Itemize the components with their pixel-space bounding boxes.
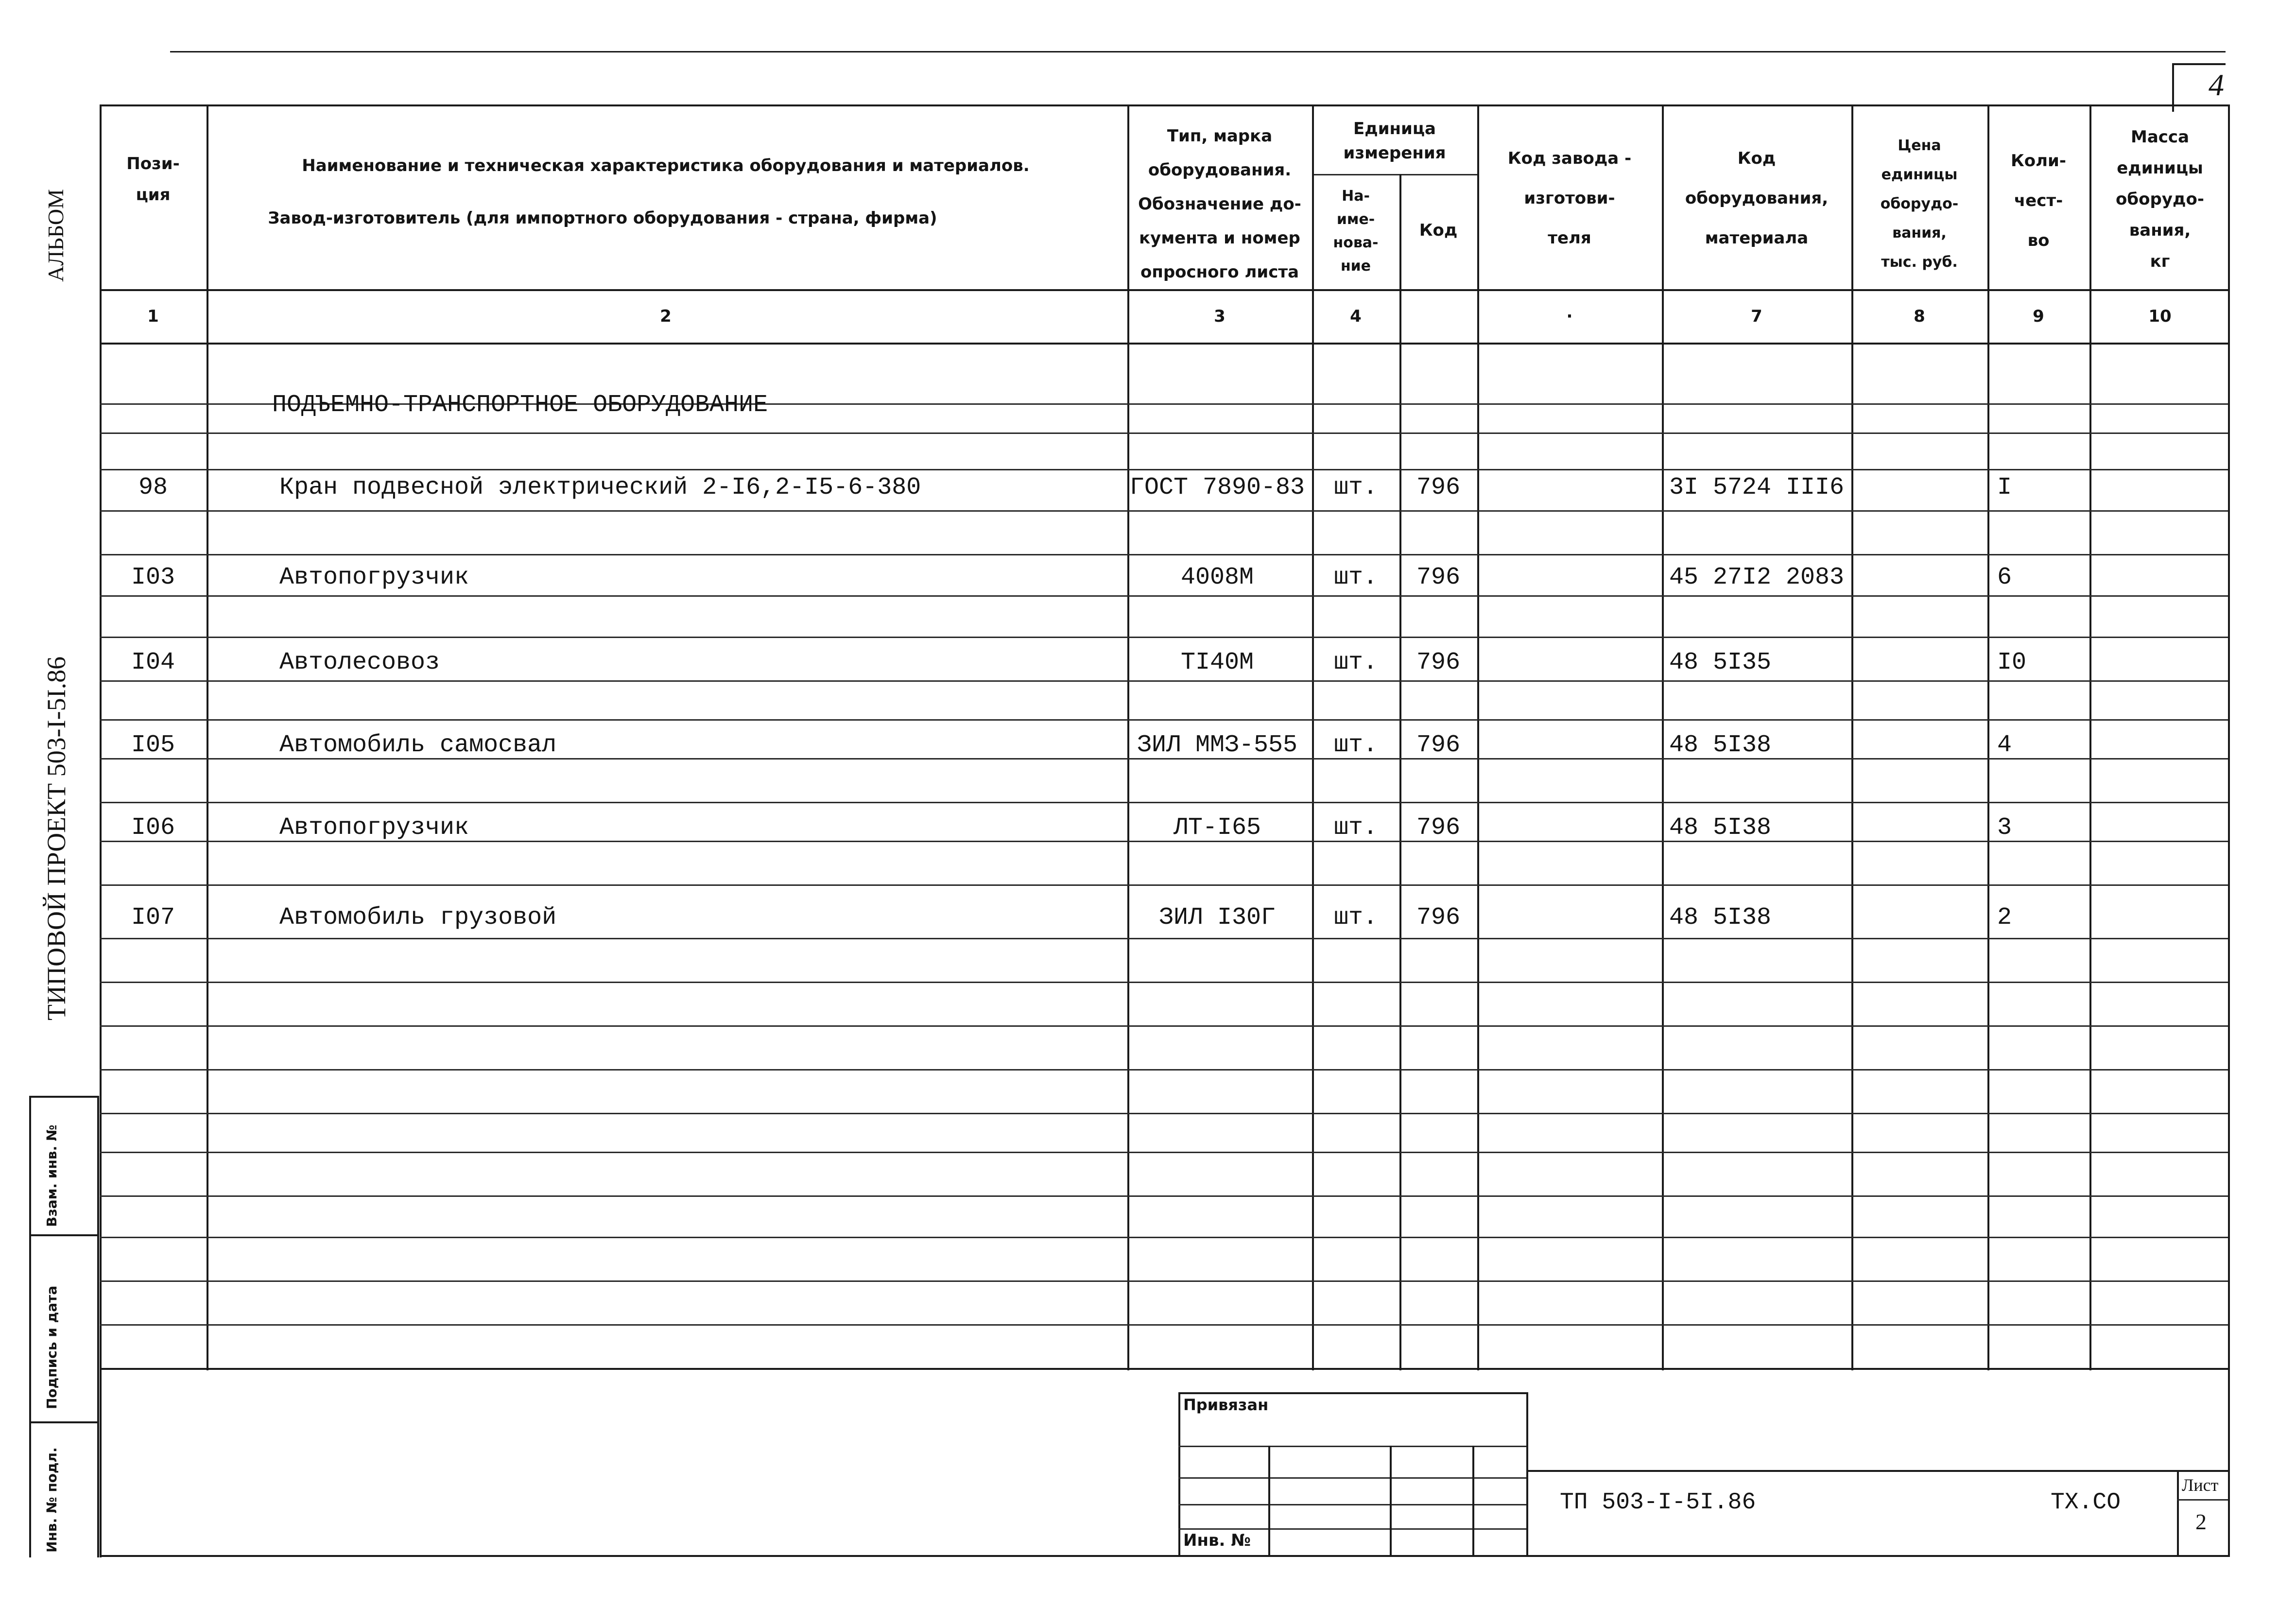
row-unit-code: 796 xyxy=(1416,564,1460,591)
strip-label-sign-date: Подпись и дата xyxy=(44,1285,60,1409)
unit-subheader-line xyxy=(1312,174,1477,175)
row-unit-code: 796 xyxy=(1416,731,1460,759)
row-equipment-code: 45 27I2 2083 xyxy=(1669,564,1845,591)
row-rule xyxy=(100,554,2228,555)
sheet-box-left xyxy=(2177,1470,2179,1555)
col-sep-6 xyxy=(1662,104,1664,1370)
code-field-top xyxy=(1526,1470,2228,1472)
row-name: Автопогрузчик xyxy=(279,564,469,591)
row-rule xyxy=(100,1025,2228,1027)
col-sep-9 xyxy=(2089,104,2091,1370)
row-position: I07 xyxy=(131,904,175,932)
row-unit: шт. xyxy=(1333,649,1378,676)
row-rule xyxy=(100,595,2228,597)
col-sep-3 xyxy=(1312,104,1314,1370)
row-equipment-code: 48 5I38 xyxy=(1669,814,1772,842)
row-rule xyxy=(100,982,2228,983)
row-equipment-code: 48 5I38 xyxy=(1669,731,1772,759)
document-mark: ТХ.СО xyxy=(2051,1489,2121,1516)
strip-right-edge xyxy=(97,1096,99,1557)
strip-divider-1 xyxy=(29,1096,97,1098)
stamp-left xyxy=(1178,1392,1180,1555)
row-unit: шт. xyxy=(1333,904,1378,932)
row-rule xyxy=(100,432,2228,434)
row-type: 4008М xyxy=(1180,564,1254,591)
row-unit-code: 796 xyxy=(1416,814,1460,842)
header-name-line2: Завод-изготовитель (для импортного оборудования - страна, фирма) xyxy=(268,208,937,228)
header-bottom xyxy=(100,289,2228,291)
section-title: ПОДЪЕМНО-ТРАНСПОРТНОЕ ОБОРУДОВАНИЕ xyxy=(272,391,768,419)
row-unit-code: 796 xyxy=(1416,649,1460,676)
col-sep-1 xyxy=(207,104,208,1370)
header-price: Цена единицы оборудо- вания, тыс. руб. xyxy=(1880,137,1959,271)
row-unit: шт. xyxy=(1333,814,1378,842)
strip-divider-3 xyxy=(29,1421,97,1423)
row-rule xyxy=(100,802,2228,803)
row-type: ТI40М xyxy=(1180,649,1254,676)
row-rule xyxy=(100,510,2228,512)
header-quantity: Коли- чест- во xyxy=(2011,151,2066,250)
row-position: 98 xyxy=(138,474,168,501)
page-number: 4 xyxy=(2209,68,2224,102)
stamp-bound-label: Привязан xyxy=(1183,1396,1269,1414)
col-number-7: 7 xyxy=(1751,307,1762,326)
row-name: Автомобиль грузовой xyxy=(279,904,557,932)
col-sep-8 xyxy=(1987,104,1989,1370)
frame-bottom xyxy=(100,1555,2228,1557)
stamp-top xyxy=(1178,1392,1528,1394)
row-quantity: 6 xyxy=(1997,564,2012,591)
header-unit-code: Код xyxy=(1419,221,1458,240)
table-top xyxy=(100,104,2228,106)
row-rule xyxy=(100,637,2228,638)
header-type: Тип, марка оборудования. Обозначение до- кумента и номер опросного листа xyxy=(1138,126,1301,282)
stamp-right xyxy=(1526,1392,1528,1555)
sheet-number: 2 xyxy=(2195,1509,2207,1534)
row-equipment-code: 48 5I35 xyxy=(1669,649,1772,676)
row-name: Автолесовоз xyxy=(279,649,440,676)
row-type: ГОСТ 7890-83 xyxy=(1129,474,1305,501)
col-number-8: 8 xyxy=(1914,307,1925,326)
row-quantity: 4 xyxy=(1997,731,2012,759)
stamp-col-3 xyxy=(1472,1446,1474,1555)
stamp-col-2 xyxy=(1390,1446,1392,1555)
row-equipment-code: 3I 5724 III6 xyxy=(1669,474,1845,501)
side-label-project: ТИПОВОЙ ПРОЕКТ 503-I-5I.86 xyxy=(42,656,71,1020)
header-unit-group: Единица измерения xyxy=(1343,119,1446,163)
row-name: Автомобиль самосвал xyxy=(279,731,557,759)
document-code: ТП 503-I-5I.86 xyxy=(1560,1489,1756,1516)
row-equipment-code: 48 5I38 xyxy=(1669,904,1772,932)
row-unit: шт. xyxy=(1333,564,1378,591)
row-name: Кран подвесной электрический 2-I6,2-I5-6-380 xyxy=(279,474,921,501)
strip-divider-2 xyxy=(29,1234,97,1236)
row-rule xyxy=(100,1069,2228,1071)
row-quantity: 3 xyxy=(1997,814,2012,842)
row-unit-code: 796 xyxy=(1416,904,1460,932)
row-rule xyxy=(100,938,2228,939)
sheet-box-divider xyxy=(2177,1499,2228,1501)
header-unit-name: На- име- нова- ние xyxy=(1333,188,1379,275)
strip-left-edge xyxy=(29,1096,31,1557)
row-rule xyxy=(100,680,2228,682)
page-number-box-top xyxy=(2172,63,2226,65)
sheet-top-border xyxy=(170,51,2226,52)
strip-label-inv-orig: Инв. № подл. xyxy=(44,1447,60,1553)
col-number-bottom xyxy=(100,343,2228,345)
row-rule xyxy=(100,1324,2228,1326)
table-bottom xyxy=(100,1368,2228,1370)
col-number-10: 10 xyxy=(2148,307,2172,326)
row-unit-code: 796 xyxy=(1416,474,1460,501)
row-position: I05 xyxy=(131,731,175,759)
row-unit: шт. xyxy=(1333,731,1378,759)
row-quantity: I xyxy=(1997,474,2012,501)
col-sep-7 xyxy=(1851,104,1853,1370)
col-number-4: 4 xyxy=(1350,307,1362,326)
row-rule xyxy=(100,469,2228,470)
frame-left xyxy=(100,104,102,1557)
row-unit: шт. xyxy=(1333,474,1378,501)
col-number-6: · xyxy=(1566,307,1573,326)
row-position: I06 xyxy=(131,814,175,842)
row-quantity: 2 xyxy=(1997,904,2012,932)
header-name-line1: Наименование и техническая характеристика оборудования и материалов. xyxy=(302,156,1030,175)
strip-label-swap-inv: Взам. инв. № xyxy=(44,1124,60,1227)
row-rule xyxy=(100,1237,2228,1238)
col-number-1: 1 xyxy=(147,307,159,326)
header-factory-code: Код завода - изготови- теля xyxy=(1507,149,1632,248)
row-quantity: I0 xyxy=(1997,649,2027,676)
row-rule xyxy=(100,884,2228,886)
row-name: Автопогрузчик xyxy=(279,814,469,842)
row-rule xyxy=(100,1113,2228,1114)
col-number-3: 3 xyxy=(1214,307,1226,326)
row-type: ЗИЛ ММЗ-555 xyxy=(1137,731,1298,759)
row-type: ЛТ-I65 xyxy=(1173,814,1261,842)
header-position: Пози- ция xyxy=(126,154,180,205)
row-position: I04 xyxy=(131,649,175,676)
stamp-col-1 xyxy=(1268,1446,1270,1555)
col-sep-4 xyxy=(1399,174,1401,1370)
header-equipment-code: Код оборудования, материала xyxy=(1685,149,1829,248)
col-sep-5 xyxy=(1477,104,1479,1370)
row-rule xyxy=(100,1195,2228,1197)
header-mass: Масса единицы оборудо- вания, кг xyxy=(2116,127,2204,271)
row-position: I03 xyxy=(131,564,175,591)
col-number-9: 9 xyxy=(2033,307,2044,326)
row-type: ЗИЛ I30Г xyxy=(1158,904,1276,932)
row-rule xyxy=(100,1280,2228,1282)
col-number-2: 2 xyxy=(660,307,672,326)
row-rule xyxy=(100,719,2228,721)
stamp-inv-label: Инв. № xyxy=(1183,1531,1251,1550)
side-label-archive: АЛЬБОМ xyxy=(43,189,68,282)
row-rule xyxy=(100,1152,2228,1153)
sheet-label: Лист xyxy=(2182,1475,2219,1495)
frame-right xyxy=(2228,104,2230,1557)
